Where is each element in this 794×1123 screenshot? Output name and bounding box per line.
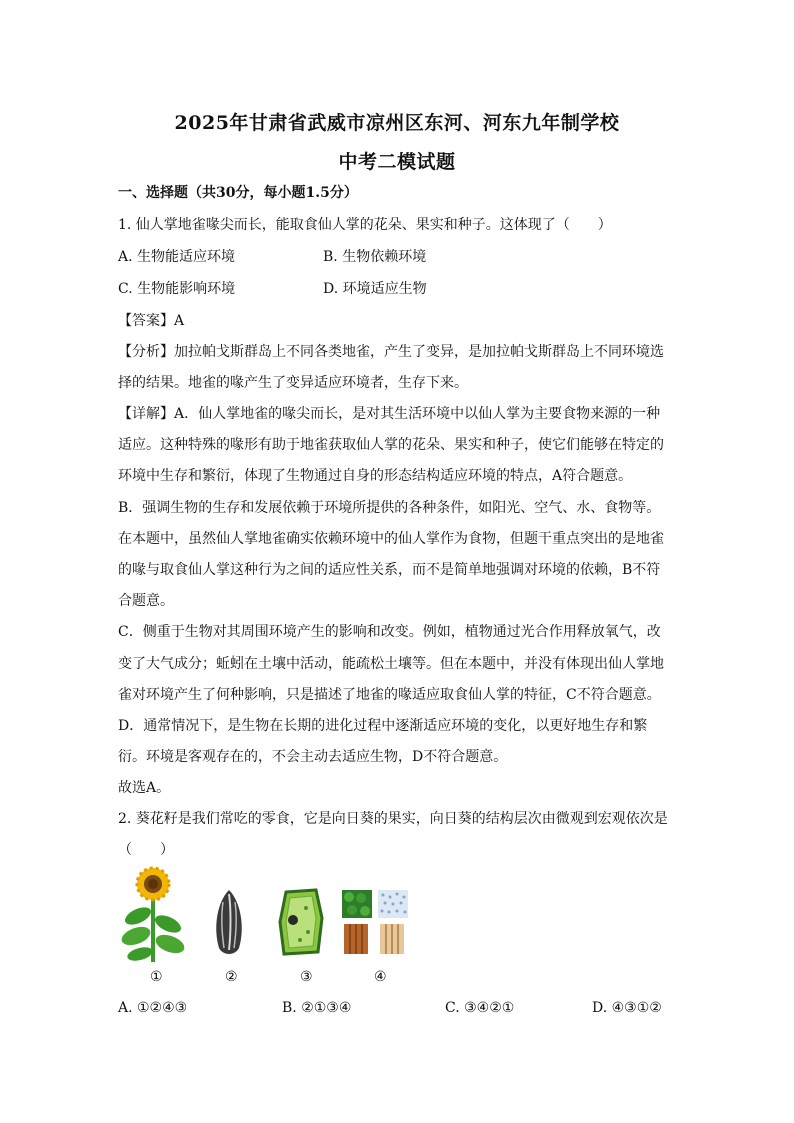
- q2-option-b: B. ②①③④: [282, 1000, 352, 1016]
- q1-detail-line: D．通常情况下，是生物在长期的进化过程中逐渐适应环境的变化，以更好地生存和繁: [118, 718, 648, 734]
- q2-stem-line2: （ ）: [118, 842, 174, 858]
- q1-stem: 1. 仙人掌地雀喙尖而长，能取食仙人掌的花朵、果实和种子。这体现了（ ）: [118, 217, 612, 233]
- q1-option-a: A. 生物能适应环境: [118, 249, 236, 265]
- q2-option-c: C. ③④②①: [445, 1000, 515, 1016]
- q1-detail-line: 的喙与取食仙人掌这种行为之间的适应性关系，而不是简单地强调对环境的依赖，B不符: [118, 562, 661, 578]
- q1-answer: 【答案】A: [118, 313, 185, 329]
- q1-option-d: D. 环境适应生物: [323, 281, 427, 297]
- q1-detail-line: 衍。环境是客观存在的，不会主动去适应生物，D不符合题意。: [118, 749, 508, 765]
- q1-detail-line: 适应。这种特殊的喙形有助于地雀获取仙人掌的花朵、果实和种子，使它们能够在特定的: [118, 437, 664, 453]
- figure-label-3: ③: [300, 969, 313, 985]
- q1-option-c: C. 生物能影响环境: [118, 281, 236, 297]
- page-title-line1: 2025年甘肃省武威市凉州区东河、河东九年制学校: [174, 112, 620, 134]
- q1-detail-line: 【详解】A．仙人掌地雀的喙尖而长，是对其生活环境中以仙人掌为主要食物来源的一种: [118, 406, 661, 422]
- plant-cell-image: [276, 888, 326, 956]
- q1-analysis-line: 【分析】加拉帕戈斯群岛上不同各类地雀，产生了变异，是加拉帕戈斯群岛上不同环境选: [118, 344, 664, 360]
- q1-detail-line: 在本题中，虽然仙人掌地雀确实依赖环境中的仙人掌作为食物，但题干重点突出的是地雀: [118, 531, 664, 547]
- figure-label-4: ④: [374, 969, 387, 985]
- q2-option-a: A. ①②④③: [118, 1000, 188, 1016]
- q1-detail-line: 变了大气成分；蚯蚓在土壤中活动，能疏松土壤等。但在本题中，并没有体现出仙人掌地: [118, 656, 664, 672]
- q1-analysis-line: 择的结果。地雀的喙产生了变异适应环境者，生存下来。: [118, 375, 468, 391]
- q1-option-b: B. 生物依赖环境: [323, 249, 427, 265]
- q1-detail-line: 故选A。: [118, 780, 171, 796]
- figure-label-1: ①: [150, 969, 163, 985]
- q1-detail-line: B．强调生物的生存和发展依赖于环境所提供的各种条件，如阳光、空气、水、食物等。: [118, 500, 661, 516]
- figure-label-2: ②: [225, 969, 238, 985]
- plant-tissues-image: [340, 888, 410, 956]
- page-title-line2: 中考二模试题: [338, 151, 456, 173]
- q1-detail-line: 雀对环境产生了何种影响，只是描述了地雀的喙适应取食仙人掌的特征，C不符合题意。: [118, 687, 661, 703]
- q2-stem-line1: 2. 葵花籽是我们常吃的零食，它是向日葵的果实，向日葵的结构层次由微观到宏观依次是: [118, 811, 668, 827]
- section-heading: 一、选择题（共30分，每小题1.5分）: [118, 185, 358, 201]
- q2-option-d: D. ④③①②: [592, 1000, 662, 1016]
- q1-detail-line: 合题意。: [118, 593, 174, 609]
- sunflower-seed-image: [211, 888, 247, 956]
- sunflower-plant-image: [118, 866, 188, 964]
- q1-detail-line: 环境中生存和繁衍，体现了生物通过自身的形态结构适应环境的特点，A符合题意。: [118, 468, 633, 484]
- q1-detail-line: C．侧重于生物对其周围环境产生的影响和改变。例如，植物通过光合作用释放氧气，改: [118, 624, 661, 640]
